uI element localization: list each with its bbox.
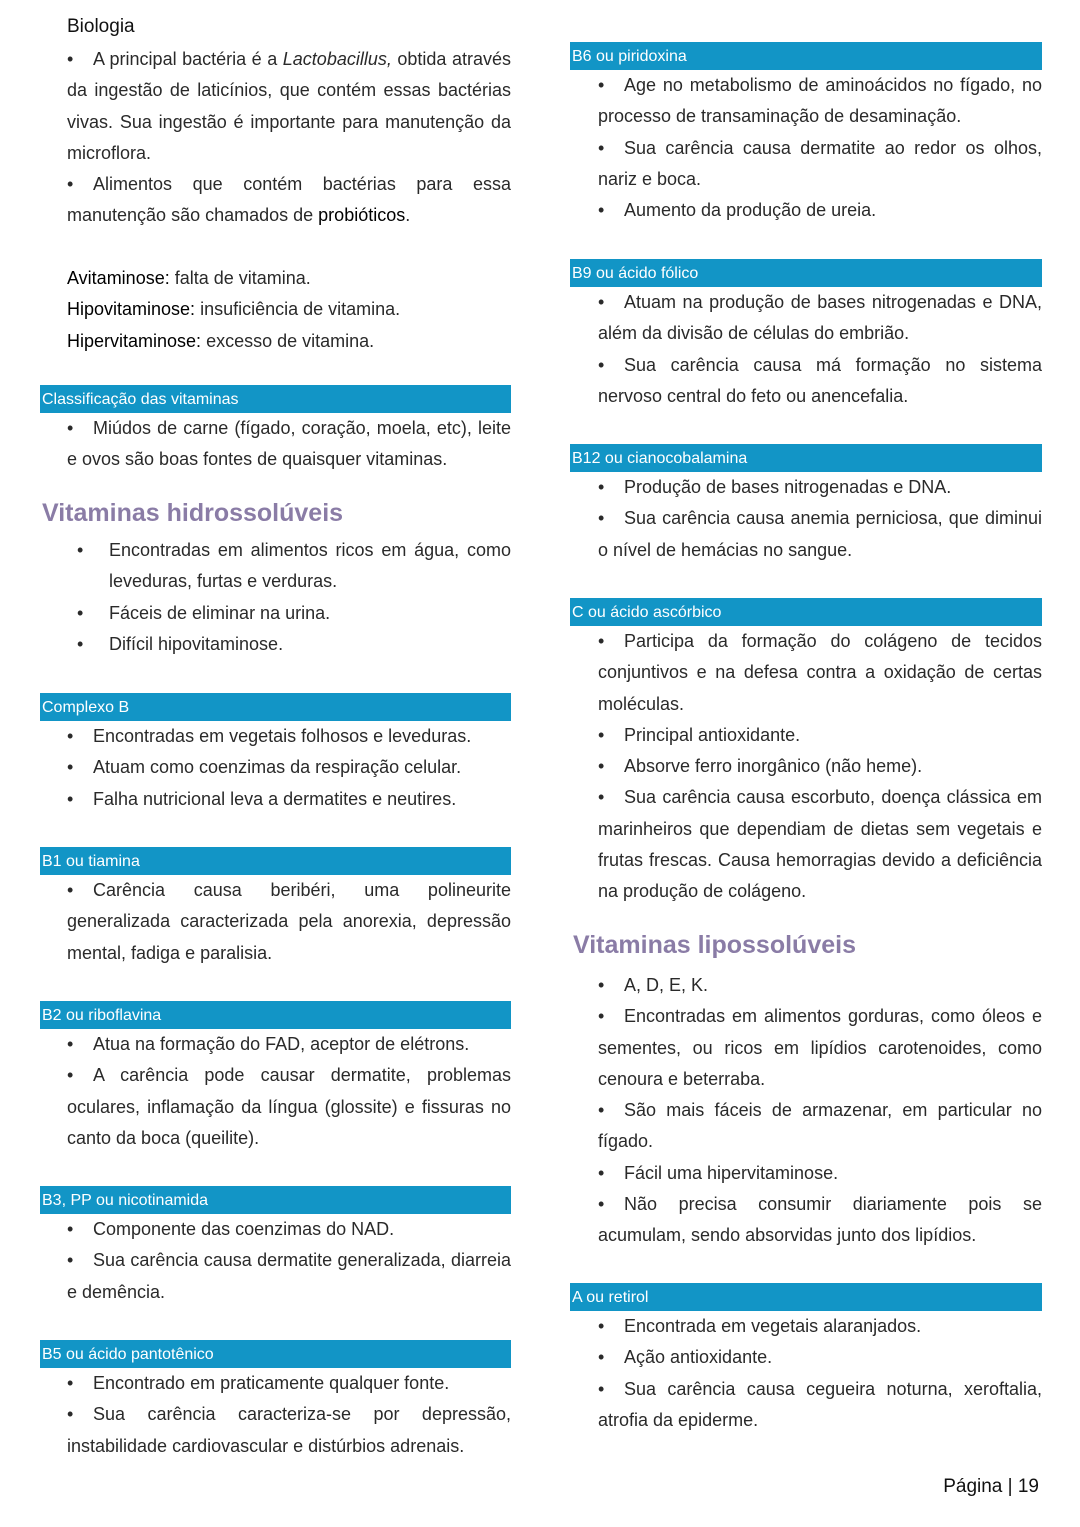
list-item: • Sua carência causa dermatite ao redor os olhos, nariz e boca.: [598, 137, 1042, 189]
section-hidrossoluveis: [42, 498, 511, 660]
list-item: • Sua carência caracteriza-se por depressão, instabilidade cardiovascular e distúrbios adrenais.: [67, 1404, 511, 1456]
section-b3: [40, 1186, 511, 1308]
intro-block: [40, 44, 511, 232]
section-header-c: C ou ácido ascórbico: [570, 598, 1042, 626]
intro-bullet-2: • Alimentos que contém bactérias para essa manutenção são chamados de probióticos.: [40, 169, 511, 232]
list-item: • Encontradas em vegetais folhosos e leveduras.: [67, 726, 472, 746]
section-header-b9: B9 ou ácido fólico: [570, 259, 1042, 287]
section-title-lipossoluveis: Vitaminas lipossolúveis: [573, 931, 856, 959]
list-item: • Miúdos de carne (fígado, coração, moela, etc), leite e ovos são boas fontes de quaisquer vitaminas.: [67, 418, 511, 470]
definition-avitaminose: Avitaminose: falta de vitamina.: [67, 268, 311, 288]
bullet-icon: •: [67, 174, 74, 195]
section-classificacao: [40, 385, 511, 476]
list-item: • Difícil hipovitaminose.: [77, 633, 284, 654]
list-item: • Ação antioxidante.: [598, 1347, 773, 1368]
list-item: • Atuam como coenzimas da respiração celular.: [67, 757, 462, 778]
section-title-hidrossoluveis: Vitaminas hidrossolúveis: [42, 499, 344, 527]
list-item: • São mais fáceis de armazenar, em particular no fígado.: [598, 1100, 1042, 1152]
page-number: Página | 19: [943, 1476, 1039, 1497]
section-header-b1: B1 ou tiamina: [40, 847, 511, 875]
bullet-icon: •: [67, 49, 74, 69]
section-b5: [40, 1340, 511, 1462]
list-item: • Componente das coenzimas do NAD.: [67, 1219, 395, 1239]
list-item: • Carência causa beribéri, uma polineurite generalizada caracterizada pela anorexia, depressão mental, fadiga e paralisia.: [67, 880, 511, 963]
list-item: • Sua carência causa má formação no sistema nervoso central do feto ou anencefalia.: [598, 354, 1042, 406]
list-item: • A carência pode causar dermatite, problemas oculares, inflamação da língua (glossite) e fissuras no canto da boca (queilite).: [67, 1065, 511, 1148]
list-item: • Sua carência causa cegueira noturna, xeroftalia, atrofia da epiderme.: [598, 1378, 1042, 1430]
list-item: • Fácil uma hipervitaminose.: [598, 1162, 839, 1183]
list-item: • Principal antioxidante.: [598, 724, 801, 745]
section-b12: [570, 444, 1042, 566]
list-item: • A, D, E, K.: [598, 975, 709, 995]
list-item: • Encontradas em alimentos gorduras, como óleos e sementes, ou ricos em lipídios carotenoides, como cenoura e beterraba.: [598, 1006, 1042, 1089]
list-item: • Sua carência causa anemia perniciosa, que diminui o nível de hemácias no sangue.: [598, 508, 1042, 560]
section-header-a: A ou retirol: [570, 1283, 1042, 1311]
list-item: • Aumento da produção de ureia.: [598, 200, 877, 221]
section-header-b5: B5 ou ácido pantotênico: [40, 1340, 511, 1368]
section-header-classificacao: Classificação das vitaminas: [40, 385, 511, 413]
document-header-subject: Biologia: [67, 16, 135, 37]
list-item: • Produção de bases nitrogenadas e DNA.: [598, 477, 952, 497]
section-complexo-b: [40, 693, 511, 815]
intro-bullet-1: • A principal bactéria é a Lactobacillus, obtida através da ingestão de laticínios, que contém essas bactérias vivas. Sua ingestão é importante para manutenção da microflora.: [40, 44, 511, 169]
list-item: • Fáceis de eliminar na urina.: [77, 602, 331, 623]
list-item: • Sua carência causa escorbuto, doença clássica em marinheiros que dependiam de dietas sem vegetais e frutas frescas. Causa hemorragias devido a deficiência na produção de colágeno.: [598, 787, 1042, 902]
section-b2: [40, 1001, 511, 1154]
section-header-b2: B2 ou riboflavina: [40, 1001, 511, 1029]
list-item: • Participa da formação do colágeno de tecidos conjuntivos e na defesa contra a oxidação de certas moléculas.: [598, 631, 1042, 714]
section-header-b3: B3, PP ou nicotinamida: [40, 1186, 511, 1214]
section-b6: [570, 42, 1042, 226]
list-item: • Falha nutricional leva a dermatites e neutires.: [67, 788, 457, 809]
definitions-block: [40, 263, 511, 357]
list-item: • Absorve ferro inorgânico (não heme).: [598, 756, 923, 777]
section-b9: [570, 259, 1042, 412]
hidro-list: [42, 535, 511, 660]
list-item: • Atuam na produção de bases nitrogenadas e DNA, além da divisão de células do embrião.: [598, 292, 1042, 344]
definition-hipervitaminose: Hipervitaminose: excesso de vitamina.: [67, 330, 375, 351]
section-header-b12: B12 ou cianocobalamina: [570, 444, 1042, 472]
section-c: [570, 598, 1042, 908]
list-item: • Encontradas em alimentos ricos em água, como leveduras, furtas e verduras.: [77, 540, 511, 592]
list-item: • Atua na formação do FAD, aceptor de elétrons.: [67, 1034, 470, 1054]
list-item: • Age no metabolismo de aminoácidos no fígado, no processo de transaminação de desaminação.: [598, 75, 1042, 127]
list-item: • Não precisa consumir diariamente pois se acumulam, sendo absorvidas junto dos lipídios.: [598, 1194, 1042, 1246]
definition-hipovitaminose: Hipovitaminose: insuficiência de vitamina.: [67, 299, 401, 320]
section-header-complexo-b: Complexo B: [40, 693, 511, 721]
section-a: [570, 1283, 1042, 1436]
section-header-b6: B6 ou piridoxina: [570, 42, 1042, 70]
list-item: • Encontrado em praticamente qualquer fonte.: [67, 1373, 450, 1393]
list-item: • Encontrada em vegetais alaranjados.: [598, 1316, 922, 1336]
list-item: • Sua carência causa dermatite generalizada, diarreia e demência.: [67, 1250, 511, 1302]
lipo-list: [570, 970, 1042, 1252]
section-b1: [40, 847, 511, 969]
section-lipossoluveis: [573, 930, 1042, 960]
